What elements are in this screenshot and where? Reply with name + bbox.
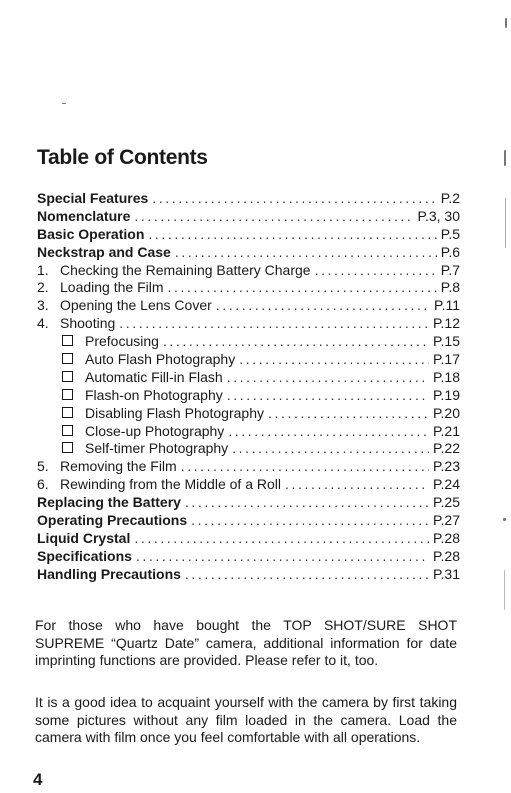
toc-entry-number: 3. bbox=[37, 297, 49, 314]
toc-entry-page: P.23 bbox=[433, 458, 460, 475]
toc-entry-label: Checking the Remaining Battery Charge bbox=[60, 261, 311, 278]
toc-entry-label: Disabling Flash Photography bbox=[85, 404, 264, 421]
scan-mark bbox=[504, 150, 506, 166]
toc-entry bbox=[37, 262, 460, 280]
scan-mark bbox=[504, 570, 505, 610]
toc-entry-page: P.3, 30 bbox=[417, 207, 460, 224]
toc-entry-page: P.7 bbox=[440, 261, 460, 278]
toc-entry-label: Flash-on Photography bbox=[85, 386, 223, 403]
toc-entry-number: 1. bbox=[37, 261, 49, 278]
dot-leader bbox=[185, 494, 429, 512]
dot-leader bbox=[227, 387, 429, 405]
toc-entry-label: Shooting bbox=[60, 315, 116, 332]
dot-leader bbox=[175, 244, 437, 262]
dot-leader bbox=[191, 512, 429, 530]
toc-entry-page: P.5 bbox=[440, 225, 460, 242]
toc-entry bbox=[37, 244, 460, 262]
toc-entry bbox=[37, 279, 460, 297]
dot-leader bbox=[119, 315, 429, 333]
toc-entry bbox=[37, 387, 460, 405]
checkbox-square-icon bbox=[62, 425, 73, 436]
toc-entry bbox=[37, 476, 460, 494]
toc-entry-page: P.11 bbox=[434, 297, 460, 314]
toc-entry-label: Auto Flash Photography bbox=[85, 351, 236, 368]
toc-entry-label: Opening the Lens Cover bbox=[60, 297, 212, 314]
toc-entry-page: P.19 bbox=[433, 386, 460, 403]
toc-entry-page: P.20 bbox=[433, 404, 460, 421]
page-title: Table of Contents bbox=[37, 146, 208, 169]
toc-entry-label: Replacing the Battery bbox=[37, 494, 181, 511]
dot-leader bbox=[168, 279, 437, 297]
toc-entry bbox=[37, 369, 460, 387]
checkbox-square-icon bbox=[62, 389, 73, 400]
toc-entry bbox=[37, 315, 460, 333]
toc-entry-label: Prefocusing bbox=[85, 333, 159, 350]
dot-leader bbox=[134, 208, 413, 226]
dot-leader bbox=[152, 190, 437, 208]
scan-mark bbox=[505, 198, 506, 248]
toc-entry-page: P.22 bbox=[433, 440, 460, 457]
toc-entry-label: Automatic Fill-in Flash bbox=[85, 368, 223, 385]
checkbox-square-icon bbox=[62, 335, 73, 346]
toc-entry-page: P.25 bbox=[433, 494, 460, 511]
toc-entry-number: 4. bbox=[37, 315, 49, 332]
dot-leader bbox=[136, 548, 429, 566]
toc-entry-label: Neckstrap and Case bbox=[37, 243, 171, 260]
toc-entry-label: Special Features bbox=[37, 190, 149, 206]
toc-entry-page: P.28 bbox=[433, 547, 460, 564]
dot-leader bbox=[181, 458, 429, 476]
toc-entry-page: P.24 bbox=[433, 476, 460, 493]
dot-leader bbox=[227, 369, 429, 387]
dot-leader bbox=[285, 476, 429, 494]
scan-mark bbox=[505, 18, 507, 28]
toc-entry-label: Self-timer Photography bbox=[85, 440, 229, 457]
toc-entry-label: Rewinding from the Middle of a Roll bbox=[60, 476, 281, 493]
dot-leader bbox=[163, 333, 429, 351]
toc-entry-page: P.8 bbox=[440, 279, 460, 296]
dot-leader bbox=[134, 530, 429, 548]
dot-leader bbox=[216, 297, 430, 315]
toc-entry-number: 6. bbox=[37, 476, 49, 493]
toc-entry bbox=[37, 548, 460, 566]
toc-entry bbox=[37, 423, 460, 441]
toc-entry-label: Handling Precautions bbox=[37, 565, 181, 582]
toc-entry bbox=[37, 351, 460, 369]
toc-entry-page: P.12 bbox=[433, 315, 460, 332]
toc-entry-number: 5. bbox=[37, 458, 49, 475]
checkbox-square-icon bbox=[62, 371, 73, 382]
toc-entry-page: P.15 bbox=[433, 333, 460, 350]
toc-entry-label: Liquid Crystal bbox=[37, 529, 131, 546]
toc-entry-label: Loading the Film bbox=[60, 279, 164, 296]
dot-leader bbox=[228, 423, 429, 441]
toc-entry bbox=[37, 530, 460, 548]
toc-entry-page: P.21 bbox=[433, 422, 460, 439]
toc-entry bbox=[37, 190, 460, 208]
toc-entry bbox=[37, 458, 460, 476]
checkbox-square-icon bbox=[62, 353, 73, 364]
toc-entry bbox=[37, 333, 460, 351]
dot-leader bbox=[232, 440, 429, 458]
toc-entry-page: P.6 bbox=[440, 243, 460, 260]
toc-entry bbox=[37, 405, 460, 423]
scan-mark bbox=[503, 518, 506, 521]
toc-entry-number: 2. bbox=[37, 279, 49, 296]
toc-entry-page: P.18 bbox=[433, 368, 460, 385]
quartz-date-note: For those who have bought the TOP SHOT/SURE SHOT SUPREME “Quartz Date” camera, additional information for date imprinting functions are provided. Please refer to it, too. bbox=[35, 617, 457, 668]
toc-entry-label: Removing the Film bbox=[60, 458, 177, 475]
toc-entry-label: Basic Operation bbox=[37, 225, 145, 242]
toc-entry bbox=[37, 512, 460, 530]
dot-leader bbox=[268, 405, 429, 423]
toc-entry bbox=[37, 297, 460, 315]
dot-leader bbox=[185, 566, 429, 584]
checkbox-square-icon bbox=[62, 442, 73, 453]
toc-entry-page: P.27 bbox=[433, 512, 460, 529]
dot-leader bbox=[148, 226, 436, 244]
toc-entry bbox=[37, 440, 460, 458]
table-of-contents bbox=[37, 190, 460, 584]
toc-entry-page: P.28 bbox=[433, 529, 460, 546]
dot-leader bbox=[315, 262, 437, 280]
toc-entry-label: Operating Precautions bbox=[37, 512, 188, 529]
dot-leader bbox=[239, 351, 429, 369]
toc-entry bbox=[37, 494, 460, 512]
toc-entry bbox=[37, 208, 460, 226]
practice-advice: It is a good idea to acquaint yourself with the camera by first taking some pictures without any film loaded in the camera. Load the camera with film once you feel comfortable with all operations. bbox=[35, 694, 457, 745]
page-number: 4 bbox=[33, 770, 43, 789]
toc-entry-page: P.2 bbox=[440, 190, 460, 206]
toc-entry-label: Specifications bbox=[37, 547, 132, 564]
toc-entry bbox=[37, 566, 460, 584]
checkbox-square-icon bbox=[62, 407, 73, 418]
toc-entry-label: Close-up Photography bbox=[85, 422, 225, 439]
toc-entry-page: P.17 bbox=[433, 351, 460, 368]
toc-entry bbox=[37, 226, 460, 244]
scan-mark bbox=[62, 103, 66, 104]
toc-entry-label: Nomenclature bbox=[37, 207, 131, 224]
toc-entry-page: P.31 bbox=[433, 565, 460, 582]
